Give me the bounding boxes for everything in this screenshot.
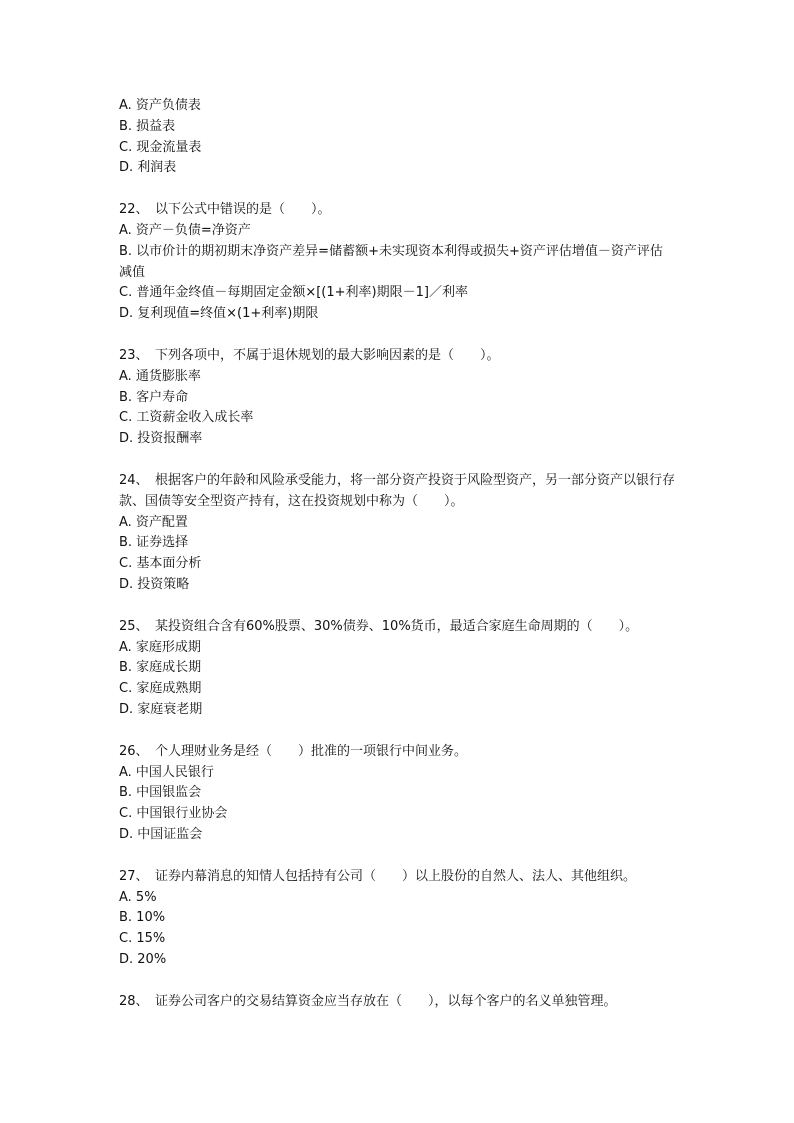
question-number: 25、	[119, 618, 149, 634]
question-text: 某投资组合含有60%股票、30%债券、10%货币，最适合家庭生命周期的（ ）。	[155, 618, 639, 634]
option-d: D. 20%	[119, 951, 167, 967]
question-text: 个人理财业务是经（ ）批准的一项银行中间业务。	[155, 743, 468, 759]
question-25	[119, 617, 679, 721]
question-stem	[119, 471, 677, 513]
option-c: C. 工资薪金收入成长率	[119, 410, 254, 426]
option-b: B. 证券选择	[119, 535, 189, 551]
option-b: B. 损益表	[119, 118, 176, 134]
option-d: D. 复利现值=终值×(1+利率)期限	[119, 306, 319, 322]
option-c: C. 15%	[119, 931, 166, 947]
option-a: A. 通货膨胀率	[119, 368, 201, 384]
option-a: A. 资产负债表	[119, 98, 201, 113]
carryover-options	[119, 96, 679, 179]
question-text: 证券内幕消息的知情人包括持有公司（ ）以上股份的自然人、法人、其他组织。	[155, 868, 637, 884]
option-b: B. 以市价计的期初期末净资产差异=储蓄额+未实现资本利得或损失+资产评估增值－资产评估减值	[119, 243, 663, 280]
question-stem	[119, 992, 679, 1013]
question-28	[119, 992, 679, 1013]
question-text: 以下公式中错误的是（ ）。	[155, 202, 331, 218]
question-24	[119, 471, 679, 596]
question-number: 28、	[119, 993, 149, 1009]
question-26	[119, 742, 679, 846]
option-d: D. 中国证监会	[119, 826, 203, 842]
question-stem	[119, 617, 679, 638]
question-number: 23、	[119, 347, 149, 363]
option-a: A. 5%	[119, 889, 157, 905]
question-stem	[119, 346, 679, 367]
option-b: B. 客户寿命	[119, 389, 189, 405]
question-stem	[119, 200, 679, 221]
option-a: A. 资产配置	[119, 514, 188, 530]
option-d: D. 利润表	[119, 160, 177, 176]
option-c: C. 现金流量表	[119, 139, 202, 155]
option-a: A. 资产－负债=净资产	[119, 222, 251, 238]
question-number: 24、	[119, 472, 149, 488]
question-27	[119, 867, 679, 971]
option-b: B. 10%	[119, 910, 166, 926]
option-d: D. 家庭衰老期	[119, 701, 203, 717]
question-text: 下列各项中，不属于退休规划的最大影响因素的是（ ）。	[155, 347, 500, 363]
question-number: 22、	[119, 202, 149, 218]
question-number: 26、	[119, 743, 149, 759]
question-number: 27、	[119, 868, 149, 884]
option-a: A. 中国人民银行	[119, 764, 214, 780]
question-stem	[119, 867, 679, 888]
option-c: C. 普通年金终值－每期固定金额×[(1+利率)期限－1]／利率	[119, 285, 468, 301]
question-text: 根据客户的年龄和风险承受能力，将一部分资产投资于风险型资产，另一部分资产以银行存款、国债等安全型资产持有，这在投资规划中称为（ ）。	[119, 472, 676, 509]
option-b: B. 家庭成长期	[119, 660, 202, 676]
option-d: D. 投资策略	[119, 576, 190, 592]
option-c: C. 中国银行业协会	[119, 806, 228, 822]
option-b: B. 中国银监会	[119, 785, 202, 801]
document-content	[119, 96, 679, 1012]
question-stem	[119, 742, 679, 763]
question-text: 证券公司客户的交易结算资金应当存放在（ ），以每个客户的名义单独管理。	[155, 993, 617, 1009]
option-c: C. 家庭成熟期	[119, 681, 202, 697]
option-a: A. 家庭形成期	[119, 639, 201, 655]
question-23	[119, 346, 679, 450]
option-c: C. 基本面分析	[119, 556, 202, 572]
question-22	[119, 200, 679, 325]
option-d: D. 投资报酬率	[119, 431, 203, 447]
